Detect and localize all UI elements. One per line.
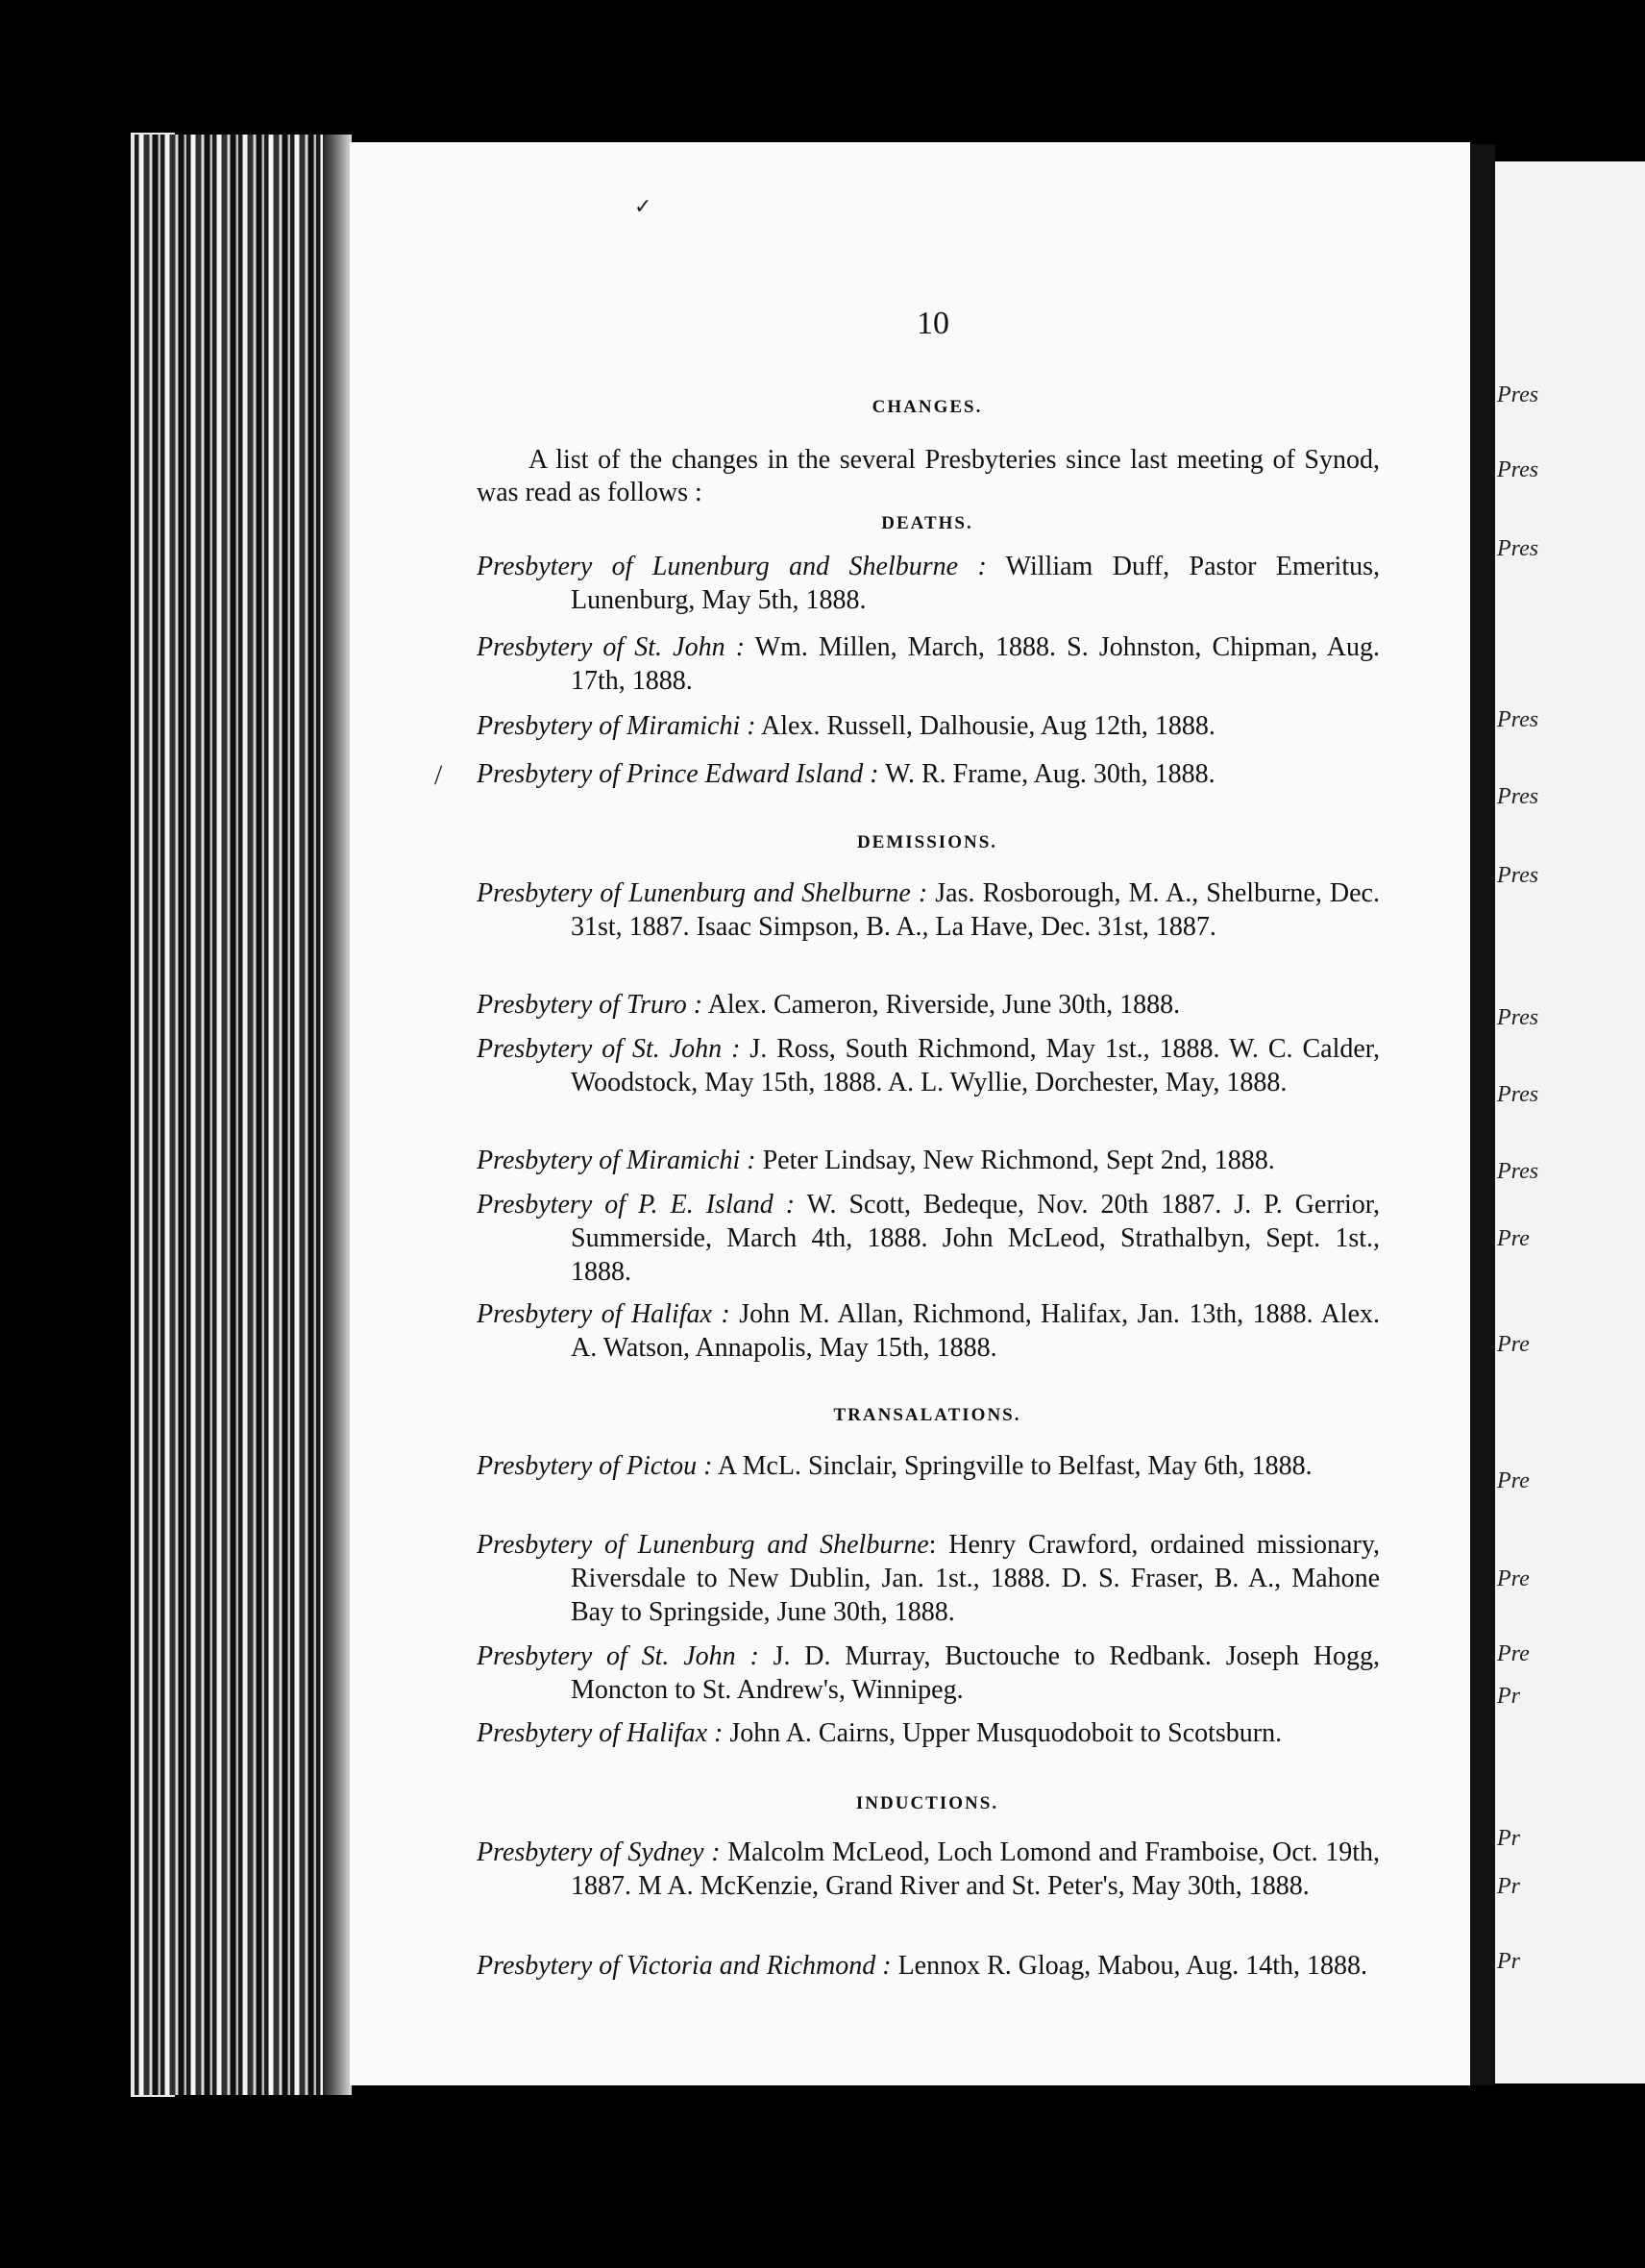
facing-page-fragment: Pres [1497,536,1539,561]
facing-page-fragment: Pres [1497,863,1539,888]
entry-text: : Henry Crawford, ordained missionary, Riversdale to New Dublin, Jan. 1st., 1888. D. S. Fraser, B. A., Mahone Bay to Springside, June 30th, 1888. [571,1530,1380,1627]
facing-page-fragment: Pr [1497,1826,1520,1851]
presbytery-name: Presbytery of Miramichi : [477,1146,756,1175]
presbytery-name: Presbytery of Halifax : [477,1718,724,1748]
presbytery-name: Presbytery of Victoria and Richmond : [477,1951,892,1981]
page-number: 10 [917,306,949,341]
presbytery-name: Presbytery of St. John : [477,1641,759,1671]
scan-mark: ✓ [634,194,652,218]
facing-page-fragment: Pres [1497,1005,1539,1030]
page-title: CHANGES. [872,397,983,417]
entry [477,757,1380,791]
entry-text: Malcolm McLeod, Loch Lomond and Framboise, Oct. 19th, 1887. M A. McKenzie, Grand River and St. Peter's, May 30th, 1888. [571,1837,1380,1901]
entry-text: Jas. Rosborough, M. A., Shelburne, Dec. 31st, 1887. Isaac Simpson, B. A., La Have, Dec. 31st, 1887. [571,878,1380,942]
presbytery-name: Presbytery of Lunenburg and Shelburne [477,1530,929,1560]
entry [477,1836,1380,1903]
facing-page-fragment: Pres [1497,1159,1539,1184]
presbytery-name: Presbytery of P. E. Island : [477,1190,796,1220]
presbytery-name: Presbytery of Halifax : [477,1299,730,1329]
entry-text: W. Scott, Bedeque, Nov. 20th 1887. J. P. Gerrior, Summerside, March 4th, 1888. John McLeod, Strathalbyn, Sept. 1st., 1888. [571,1190,1380,1287]
entry [477,876,1380,944]
intro-paragraph: A list of the changes in the several Presbyteries since last meeting of Synod, was read as follows : [477,445,1380,507]
facing-page-fragment: Pres [1497,784,1539,809]
entry [477,1716,1380,1750]
entry [477,550,1380,617]
facing-page-fragment: Pr [1497,1684,1520,1709]
entry [477,1297,1380,1365]
entry [477,709,1380,743]
entry [477,1032,1380,1099]
entry-text: John M. Allan, Richmond, Halifax, Jan. 13th, 1888. Alex. A. Watson, Annapolis, May 15th, 1888. [571,1299,1380,1363]
section-heading-demissions: DEMISSIONS. [856,832,998,852]
entry-text: William Duff, Pastor Emeritus, Lunenburg, May 5th, 1888. [571,552,1380,615]
entry [477,1449,1380,1483]
entry-text: J. Ross, South Richmond, May 1st., 1888. W. C. Calder, Woodstock, May 15th, 1888. A. L. Wyllie, Dorchester, May, 1888. [571,1034,1380,1097]
entry [477,1188,1380,1289]
presbytery-name: Presbytery of St. John : [477,632,746,662]
facing-page-fragment: Pre [1497,1468,1530,1493]
section-heading-inductions: INDUCTIONS. [855,1793,999,1813]
entry-text: A McL. Sinclair, Springville to Belfast, May 6th, 1888. [712,1451,1313,1481]
facing-page-fragment: Pre [1497,1226,1530,1251]
facing-page-fragment: Pre [1497,1641,1530,1666]
entry-text: Alex. Cameron, Riverside, June 30th, 1888. [702,990,1181,1020]
facing-page-fragment: Pres [1497,707,1539,732]
pencil-mark: / [434,759,443,791]
entry-text: Lennox R. Gloag, Mabou, Aug. 14th, 1888. [891,1951,1367,1981]
entry [477,1949,1380,1983]
entry [477,1639,1380,1707]
entry-text: Alex. Russell, Dalhousie, Aug 12th, 1888. [755,711,1215,741]
entry-text: J. D. Murray, Buctouche to Redbank. Joseph Hogg, Moncton to St. Andrew's, Winnipeg. [571,1641,1380,1705]
facing-page-fragment: Pr [1497,1949,1520,1974]
facing-page-fragment: Pr [1497,1874,1520,1899]
entry-text: W. R. Frame, Aug. 30th, 1888. [878,759,1215,789]
section-heading-deaths: DEATHS. [881,513,973,533]
entry [477,988,1380,1022]
presbytery-name: Presbytery of Miramichi : [477,711,756,741]
facing-page-fragment: Pres [1497,382,1539,407]
section-heading-translations: TRANSALATIONS. [833,1405,1021,1425]
facing-page-fragment: Pre [1497,1566,1530,1591]
presbytery-name: Presbytery of Pictou : [477,1451,713,1481]
presbytery-name: Presbytery of St. John : [477,1034,741,1064]
entry [477,1528,1380,1629]
presbytery-name: Presbytery of Truro : [477,990,703,1020]
presbytery-name: Presbytery of Lunenburg and Shelburne : [477,552,987,581]
presbytery-name: Presbytery of Prince Edward Island : [477,759,879,789]
facing-page-fragment: Pre [1497,1332,1530,1357]
presbytery-name: Presbytery of Sydney : [477,1837,721,1867]
facing-page-fragment: Pres [1497,1082,1539,1107]
entry-text: John A. Cairns, Upper Musquodoboit to Scotsburn. [723,1718,1283,1748]
facing-page-fragment: Pres [1497,457,1539,482]
entry-text: Peter Lindsay, New Richmond, Sept 2nd, 1888. [755,1146,1275,1175]
entry [477,1144,1380,1177]
entry-text: Wm. Millen, March, 1888. S. Johnston, Chipman, Aug. 17th, 1888. [571,632,1380,696]
entry [477,630,1380,698]
presbytery-name: Presbytery of Lunenburg and Shelburne : [477,878,928,908]
